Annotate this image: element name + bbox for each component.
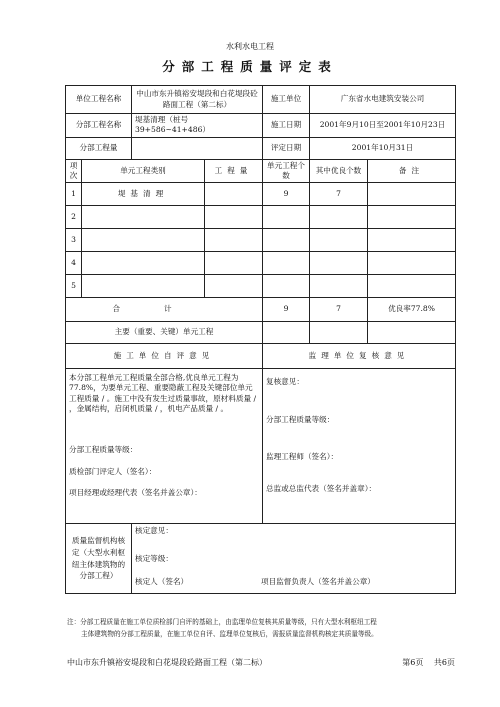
row-category: [82, 275, 205, 298]
eval-date-label: 评定日期: [263, 137, 310, 159]
supervision-header: 监理单位复核意见: [263, 344, 456, 369]
verifier-sign-label: 核定人（签名）: [135, 576, 189, 586]
project-supervisor-sign-label: 项目监督负责人（签名并盖公章）: [261, 576, 375, 586]
row-no: 4: [66, 252, 82, 275]
footer-page: 第6页: [402, 658, 424, 667]
table-row: [66, 206, 456, 229]
row-no: 3: [66, 229, 82, 252]
row-no: 1: [66, 183, 82, 206]
col-header-no: 项次: [66, 159, 82, 183]
row-quantity: [205, 275, 263, 298]
sub-quantity-label: 分部工程量: [66, 137, 132, 159]
verification-cell: [132, 524, 456, 594]
row-quantity: [205, 183, 263, 206]
unit-project-row: [66, 86, 456, 114]
sub-project-label: 分部工程名称: [66, 114, 132, 138]
verify-grade-label: 核定等级：: [135, 554, 173, 564]
table-row: [66, 275, 456, 298]
row-remark: [368, 183, 456, 206]
total-remark: 优良率77.8%: [368, 298, 456, 322]
supervisor-sign-label: 监理工程师（签名）：: [266, 451, 339, 461]
row-category: 堤基清理: [82, 183, 205, 206]
sub-project-value: 堤基清理（桩号39+586~41+486）: [132, 114, 263, 138]
self-grade-label: 分部工程质量等级：: [69, 445, 138, 454]
footnote-line: 主体建筑物的分部工程质量，在施工单位自评、监理单位复核后，需报质量监督机构核定其质量等级。: [81, 629, 378, 638]
supervision-cell: [263, 369, 456, 524]
key-units-value: [263, 322, 310, 344]
total-label: 合计: [66, 298, 263, 322]
col-header-quantity: 工程量: [205, 159, 263, 183]
pm-sign-label: 项目经理或经理代表（签名并盖公章）：: [69, 487, 202, 497]
row-category: [82, 229, 205, 252]
footer-pagination: [402, 657, 455, 668]
page-footer: [67, 657, 455, 668]
review-label: 复核意见：: [266, 377, 304, 386]
opinions-row: [66, 369, 456, 524]
row-category: [82, 252, 205, 275]
document-header-org: 水利水电工程: [226, 42, 274, 51]
qc-sign-label: 质检部门评定人（签名）：: [69, 467, 157, 477]
row-remark: [368, 229, 456, 252]
total-excellent: 7: [310, 298, 368, 322]
key-units-value: [368, 322, 456, 344]
construction-date-value: 2001年9月10日至2001年10月23日: [310, 114, 456, 138]
sub-project-row: [66, 114, 456, 138]
table-row: [66, 183, 456, 206]
construction-unit-label: 施工单位: [263, 86, 310, 114]
footnote: [67, 617, 467, 640]
row-remark: [368, 252, 456, 275]
row-remark: [368, 275, 456, 298]
chief-sign-label: 总监或总监代表（签名并盖章）：: [266, 483, 377, 493]
row-excellent: 7: [310, 183, 368, 206]
sub-quantity-row: [66, 137, 456, 159]
total-row: [66, 298, 456, 322]
row-count: 9: [263, 183, 310, 206]
row-remark: [368, 206, 456, 229]
self-eval-cell: [66, 369, 263, 524]
row-count: [263, 275, 310, 298]
table-row: [66, 229, 456, 252]
agency-label: 质量监督机构核定（大型水利枢纽主体建筑物的分部工程）: [66, 524, 132, 594]
document-title: 分部工程质量评定表: [162, 59, 338, 74]
footer-total: 共6页: [433, 658, 455, 667]
key-units-label: 主要（重要、关键）单元工程: [66, 322, 263, 344]
row-excellent: [310, 206, 368, 229]
row-category: [82, 206, 205, 229]
row-count: [263, 206, 310, 229]
self-eval-header: 施工单位自评意见: [66, 344, 263, 369]
key-units-value: [310, 322, 368, 344]
row-quantity: [205, 229, 263, 252]
eval-date-value: 2001年10月31日: [310, 137, 456, 159]
row-quantity: [205, 252, 263, 275]
sup-grade-label: 分部工程质量等级：: [266, 415, 335, 425]
sub-quantity-value: [132, 137, 263, 159]
table-row: [66, 252, 456, 275]
row-quantity: [205, 206, 263, 229]
footer-project: 中山市东升镇裕安堤段和白花堤段砼路面工程（第二标）: [67, 658, 267, 667]
row-no: 5: [66, 275, 82, 298]
col-header-category: 单元工程类别: [82, 159, 205, 183]
key-units-row: [66, 322, 456, 344]
total-count: 9: [263, 298, 310, 322]
self-eval-text: 本分部工程单元工程质量全部合格,优良单元工程为77.8%，为要单元工程、重要隐蔽工程及关键部位单元工程质量 / 。施工中没有发生过质量事故，原材料质量 / ，金属结构，启闭机质量 / ，机电产品质量 / 。: [69, 373, 257, 413]
column-header-row: [66, 159, 456, 183]
footnote-line: 注：分部工程质量在施工单位质检部门自评的基础上，由监理单位复核其质量等级，只有大型水利枢纽工程: [67, 618, 377, 626]
quality-evaluation-table: [65, 85, 456, 594]
unit-project-label: 单位工程名称: [66, 86, 132, 114]
row-count: [263, 229, 310, 252]
row-count: [263, 252, 310, 275]
col-header-excellent: 其中优良个数: [310, 159, 368, 183]
col-header-remark: 备注: [368, 159, 456, 183]
row-no: 2: [66, 206, 82, 229]
row-excellent: [310, 229, 368, 252]
row-excellent: [310, 275, 368, 298]
unit-project-value: 中山市东升镇裕安堤段和白花堤段砼路面工程（第二标）: [132, 86, 263, 114]
construction-unit-value: 广东省水电建筑安装公司: [310, 86, 456, 114]
col-header-count: 单元工程个数: [263, 159, 310, 183]
verify-opinion-label: 核定意见：: [135, 526, 173, 535]
opinions-header-row: [66, 344, 456, 369]
row-excellent: [310, 252, 368, 275]
quality-supervision-row: [66, 524, 456, 594]
construction-date-label: 施工日期: [263, 114, 310, 138]
